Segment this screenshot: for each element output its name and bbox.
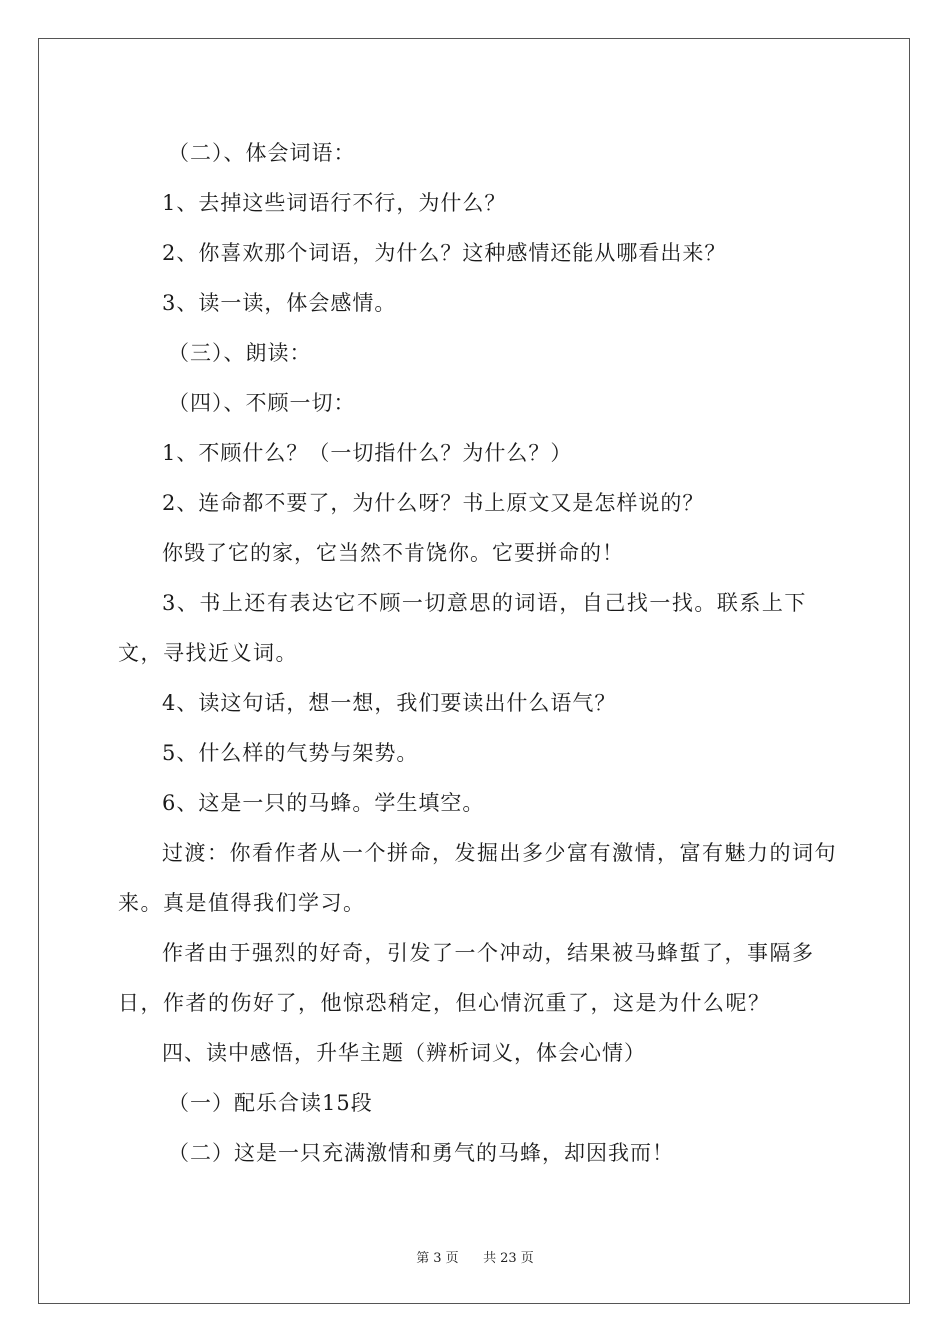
page-suffix: 页 — [445, 1251, 459, 1266]
paragraph: 5、什么样的气势与架势。 — [162, 741, 419, 765]
section-heading: （二）、体会词语： — [168, 141, 356, 165]
page-number: 3 — [433, 1251, 442, 1266]
paragraph: 3、读一读，体会感情。 — [162, 291, 397, 315]
paragraph: （二）这是一只充满激情和勇气的马蜂，却因我而！ — [168, 1141, 674, 1165]
total-indicator — [481, 1251, 536, 1266]
paragraph: 1、不顾什么？（一切指什么？为什么？） — [162, 441, 573, 465]
paragraph: 2、连命都不要了，为什么呀？书上原文又是怎样说的？ — [162, 491, 705, 515]
section-heading: （三）、朗读： — [168, 341, 312, 365]
section-heading: （一）配乐合读15段 — [168, 1091, 373, 1115]
page-prefix: 第 — [416, 1251, 430, 1266]
paragraph: 6、这是一只的马蜂。学生填空。 — [162, 791, 485, 815]
paragraph: 1、去掉这些词语行不行，为什么？ — [162, 191, 507, 215]
total-number: 23 — [500, 1251, 517, 1266]
page-footer — [0, 1247, 950, 1266]
section-heading: 四、读中感悟，升华主题（辨析词义，体会心情） — [162, 1041, 646, 1065]
page-indicator — [414, 1251, 460, 1266]
paragraph: 作者由于强烈的好奇，引发了一个冲动，结果被马蜂蜇了，事隔多日，作者的伤好了，他惊恐稍定，但心情沉重了，这是为什么呢？ — [118, 941, 815, 1015]
paragraph: 过渡：你看作者从一个拼命，发掘出多少富有激情，富有魅力的词句来。真是值得我们学习。 — [118, 841, 837, 915]
paragraph: 3、书上还有表达它不顾一切意思的词语，自己找一找。联系上下文，寻找近义词。 — [118, 591, 807, 665]
total-suffix: 页 — [520, 1251, 534, 1266]
total-prefix: 共 — [483, 1251, 497, 1266]
section-heading: （四）、不顾一切： — [168, 391, 356, 415]
document-body — [118, 128, 838, 1178]
paragraph: 2、你喜欢那个词语，为什么？这种感情还能从哪看出来？ — [162, 241, 727, 265]
paragraph: 你毁了它的家，它当然不肯饶你。它要拼命的！ — [162, 541, 624, 565]
paragraph: 4、读这句话，想一想，我们要读出什么语气？ — [162, 691, 617, 715]
